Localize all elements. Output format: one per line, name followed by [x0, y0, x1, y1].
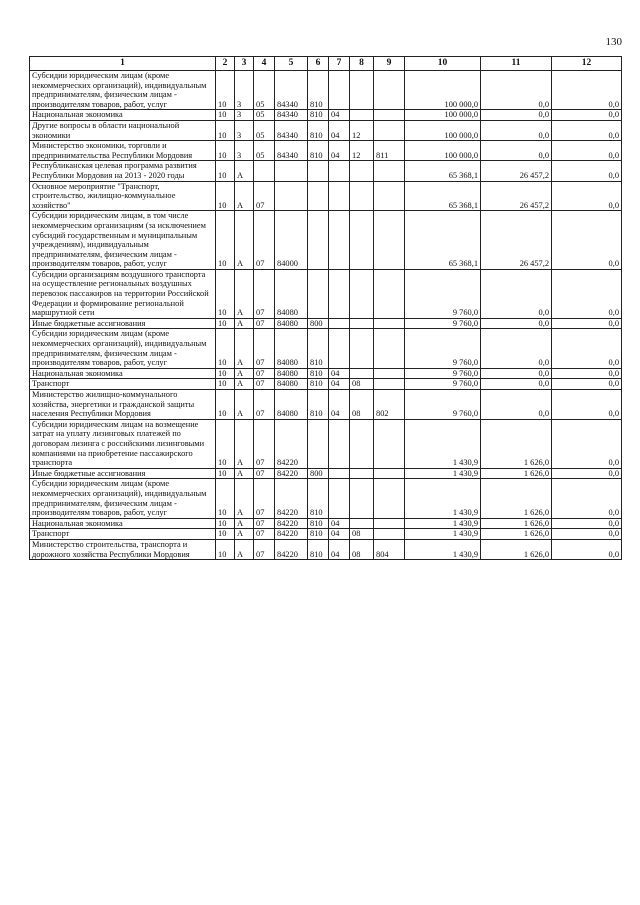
cell-col-10: 9 760,0: [405, 318, 481, 329]
cell-col-7: 04: [329, 368, 350, 379]
cell-col-12: 0,0: [552, 318, 622, 329]
row-name-cell: [30, 211, 216, 270]
row-name: Министерство экономики, торговли и предпринимательства Республики Мордовия: [32, 141, 193, 160]
cell-col-7: 04: [329, 518, 350, 529]
cell-col-9: [374, 269, 405, 318]
cell-col-5: 84080: [275, 269, 308, 318]
cell-col-5: 84220: [275, 539, 308, 559]
cell-col-2: 10: [216, 539, 235, 559]
cell-col-12: 0,0: [552, 71, 622, 110]
cell-col-10: 1 430,9: [405, 529, 481, 540]
cell-col-4: 07: [254, 329, 275, 368]
cell-col-6: 810: [308, 518, 329, 529]
row-name: Субсидии юридическим лицам (кроме некоммерческих организаций), индивидуальным предпринимателям, физическим лицам - производителям товаров, работ, услуг: [32, 479, 207, 518]
row-name-cell: [30, 329, 216, 368]
row-name: Национальная экономика: [32, 110, 123, 120]
cell-col-9: [374, 211, 405, 270]
cell-col-8: 08: [350, 539, 374, 559]
cell-col-12: 0,0: [552, 269, 622, 318]
cell-col-8: [350, 468, 374, 479]
table-row: [30, 379, 622, 390]
cell-col-11: 1 626,0: [481, 529, 552, 540]
cell-col-8: [350, 518, 374, 529]
cell-col-6: 810: [308, 368, 329, 379]
row-name-cell: [30, 529, 216, 540]
cell-col-9: [374, 120, 405, 140]
cell-col-4: 07: [254, 479, 275, 518]
cell-col-3: А: [235, 269, 254, 318]
cell-col-5: 84080: [275, 329, 308, 368]
row-name: Министерство жилищно-коммунального хозяйства, энергетики и гражданской защиты населения Республики Мордовия: [32, 390, 195, 419]
cell-col-12: 0,0: [552, 379, 622, 390]
row-name: Транспорт: [32, 529, 70, 539]
cell-col-6: [308, 269, 329, 318]
row-name: Иные бюджетные ассигнования: [32, 468, 146, 478]
cell-col-4: 05: [254, 110, 275, 121]
cell-col-7: [329, 479, 350, 518]
header-cell: 5: [275, 57, 308, 71]
cell-col-2: 10: [216, 71, 235, 110]
cell-col-5: 84340: [275, 141, 308, 161]
cell-col-8: 08: [350, 390, 374, 420]
cell-col-2: 10: [216, 161, 235, 181]
cell-col-6: 800: [308, 468, 329, 479]
cell-col-10: 9 760,0: [405, 269, 481, 318]
row-name-cell: [30, 181, 216, 211]
cell-col-6: 810: [308, 529, 329, 540]
cell-col-6: [308, 211, 329, 270]
cell-col-10: 65 368,1: [405, 161, 481, 181]
cell-col-5: 84340: [275, 71, 308, 110]
table-row: [30, 368, 622, 379]
row-name-cell: [30, 110, 216, 121]
cell-col-11: 1 626,0: [481, 518, 552, 529]
cell-col-4: 07: [254, 539, 275, 559]
row-name: Иные бюджетные ассигнования: [32, 318, 146, 328]
table-row: [30, 479, 622, 518]
cell-col-4: 07: [254, 419, 275, 468]
cell-col-7: 04: [329, 110, 350, 121]
cell-col-9: [374, 161, 405, 181]
cell-col-3: А: [235, 211, 254, 270]
cell-col-11: 0,0: [481, 390, 552, 420]
cell-col-9: 804: [374, 539, 405, 559]
cell-col-7: [329, 419, 350, 468]
cell-col-10: 9 760,0: [405, 329, 481, 368]
cell-col-8: [350, 211, 374, 270]
row-name: Национальная экономика: [32, 518, 123, 528]
cell-col-7: [329, 161, 350, 181]
cell-col-8: [350, 318, 374, 329]
cell-col-3: 3: [235, 141, 254, 161]
cell-col-4: 07: [254, 468, 275, 479]
cell-col-7: [329, 71, 350, 110]
table-row: [30, 518, 622, 529]
row-name: Основное мероприятие "Транспорт, строительство, жилищно-коммунальное хозяйство": [32, 181, 176, 210]
cell-col-10: 100 000,0: [405, 71, 481, 110]
cell-col-9: [374, 368, 405, 379]
row-name-cell: [30, 120, 216, 140]
cell-col-3: А: [235, 329, 254, 368]
cell-col-2: 10: [216, 181, 235, 211]
cell-col-6: [308, 419, 329, 468]
row-name: Субсидии юридическим лицам (кроме некоммерческих организаций), индивидуальным предпринимателям, физическим лицам - производителям товаров, работ, услуг: [32, 71, 207, 109]
cell-col-7: 04: [329, 390, 350, 420]
row-name: Субсидии юридическим лицам на возмещение затрат на уплату лизинговых платежей по договорам лизинга с российскими лизинговыми компаниями на приобретение пассажирского транспорта: [32, 419, 205, 468]
cell-col-11: 0,0: [481, 329, 552, 368]
cell-col-3: А: [235, 518, 254, 529]
cell-col-2: 10: [216, 141, 235, 161]
table-row: [30, 329, 622, 368]
cell-col-3: А: [235, 318, 254, 329]
cell-col-9: [374, 329, 405, 368]
cell-col-11: 26 457,2: [481, 211, 552, 270]
row-name-cell: [30, 161, 216, 181]
cell-col-7: 04: [329, 141, 350, 161]
row-name: Республиканская целевая программа развития Республики Мордовия на 2013 - 2020 годы: [32, 161, 197, 180]
cell-col-4: 05: [254, 141, 275, 161]
cell-col-12: 0,0: [552, 141, 622, 161]
cell-col-2: 10: [216, 419, 235, 468]
cell-col-7: 04: [329, 529, 350, 540]
header-cell: 4: [254, 57, 275, 71]
cell-col-7: 04: [329, 539, 350, 559]
cell-col-5: 84220: [275, 518, 308, 529]
cell-col-8: [350, 269, 374, 318]
table-row: [30, 419, 622, 468]
cell-col-9: [374, 71, 405, 110]
cell-col-12: 0,0: [552, 518, 622, 529]
cell-col-2: 10: [216, 318, 235, 329]
cell-col-3: 3: [235, 120, 254, 140]
header-cell: 7: [329, 57, 350, 71]
header-cell: 3: [235, 57, 254, 71]
cell-col-6: [308, 161, 329, 181]
cell-col-10: 65 368,1: [405, 181, 481, 211]
cell-col-10: 1 430,9: [405, 479, 481, 518]
cell-col-6: 810: [308, 479, 329, 518]
cell-col-11: 0,0: [481, 110, 552, 121]
header-cell: 1: [30, 57, 216, 71]
cell-col-2: 10: [216, 379, 235, 390]
table-header: [30, 57, 622, 71]
cell-col-2: 10: [216, 110, 235, 121]
cell-col-6: 810: [308, 390, 329, 420]
cell-col-8: [350, 181, 374, 211]
table-row: [30, 71, 622, 110]
cell-col-11: 1 626,0: [481, 539, 552, 559]
row-name: Субсидии юридическим лицам (кроме некоммерческих организаций), индивидуальным предпринимателям, физическим лицам - производителям товаров, работ, услуг: [32, 329, 207, 368]
cell-col-6: 810: [308, 120, 329, 140]
cell-col-4: 07: [254, 269, 275, 318]
cell-col-4: 05: [254, 71, 275, 110]
cell-col-8: 12: [350, 120, 374, 140]
header-cell: 9: [374, 57, 405, 71]
cell-col-12: 0,0: [552, 368, 622, 379]
table-row: [30, 120, 622, 140]
row-name-cell: [30, 141, 216, 161]
cell-col-6: 810: [308, 379, 329, 390]
cell-col-10: 1 430,9: [405, 539, 481, 559]
row-name-cell: [30, 518, 216, 529]
table-row: [30, 141, 622, 161]
table-row: [30, 110, 622, 121]
row-name-cell: [30, 539, 216, 559]
cell-col-5: 84080: [275, 379, 308, 390]
cell-col-5: 84220: [275, 479, 308, 518]
table-row: [30, 181, 622, 211]
cell-col-7: 04: [329, 379, 350, 390]
cell-col-8: 08: [350, 529, 374, 540]
row-name-cell: [30, 479, 216, 518]
cell-col-12: 0,0: [552, 390, 622, 420]
cell-col-8: [350, 479, 374, 518]
header-cell: 11: [481, 57, 552, 71]
table-body: [30, 71, 622, 560]
row-name-cell: [30, 468, 216, 479]
cell-col-11: 0,0: [481, 71, 552, 110]
cell-col-3: А: [235, 529, 254, 540]
cell-col-11: 26 457,2: [481, 181, 552, 211]
table-row: [30, 269, 622, 318]
cell-col-5: 84220: [275, 529, 308, 540]
table-row: [30, 390, 622, 420]
cell-col-10: 9 760,0: [405, 368, 481, 379]
cell-col-2: 10: [216, 120, 235, 140]
cell-col-6: 810: [308, 329, 329, 368]
cell-col-3: 3: [235, 71, 254, 110]
cell-col-4: 07: [254, 529, 275, 540]
cell-col-7: [329, 329, 350, 368]
row-name: Субсидии юридическим лицам, в том числе некоммерческим организациям (за исключением субсидий государственным и муниципальным учреждениям), индивидуальным предпринимателям, физическим лицам - производителям товаров, работ, услуг: [32, 211, 206, 269]
cell-col-6: 800: [308, 318, 329, 329]
cell-col-3: 3: [235, 110, 254, 121]
cell-col-5: [275, 181, 308, 211]
cell-col-9: [374, 468, 405, 479]
cell-col-2: 10: [216, 529, 235, 540]
cell-col-12: 0,0: [552, 329, 622, 368]
cell-col-2: 10: [216, 329, 235, 368]
cell-col-11: 0,0: [481, 269, 552, 318]
row-name-cell: [30, 390, 216, 420]
header-cell: 8: [350, 57, 374, 71]
cell-col-3: А: [235, 368, 254, 379]
cell-col-7: [329, 269, 350, 318]
cell-col-6: 810: [308, 110, 329, 121]
cell-col-4: 05: [254, 120, 275, 140]
cell-col-11: 0,0: [481, 141, 552, 161]
cell-col-10: 1 430,9: [405, 468, 481, 479]
row-name-cell: [30, 318, 216, 329]
header-cell: 12: [552, 57, 622, 71]
row-name-cell: [30, 71, 216, 110]
cell-col-10: 100 000,0: [405, 110, 481, 121]
cell-col-11: 1 626,0: [481, 479, 552, 518]
cell-col-3: А: [235, 419, 254, 468]
table-row: [30, 529, 622, 540]
cell-col-4: 07: [254, 318, 275, 329]
cell-col-11: 0,0: [481, 379, 552, 390]
cell-col-5: 84220: [275, 468, 308, 479]
cell-col-4: 07: [254, 211, 275, 270]
cell-col-4: 07: [254, 518, 275, 529]
cell-col-11: 0,0: [481, 120, 552, 140]
cell-col-9: 802: [374, 390, 405, 420]
cell-col-8: [350, 110, 374, 121]
header-cell: 10: [405, 57, 481, 71]
cell-col-5: [275, 161, 308, 181]
cell-col-12: 0,0: [552, 479, 622, 518]
cell-col-12: 0,0: [552, 211, 622, 270]
cell-col-11: 0,0: [481, 368, 552, 379]
cell-col-5: 84080: [275, 318, 308, 329]
cell-col-8: [350, 368, 374, 379]
cell-col-7: [329, 468, 350, 479]
cell-col-3: А: [235, 390, 254, 420]
cell-col-3: А: [235, 479, 254, 518]
cell-col-11: 1 626,0: [481, 419, 552, 468]
cell-col-7: [329, 318, 350, 329]
cell-col-2: 10: [216, 518, 235, 529]
cell-col-9: [374, 419, 405, 468]
cell-col-12: 0,0: [552, 161, 622, 181]
cell-col-4: 07: [254, 390, 275, 420]
cell-col-8: 08: [350, 379, 374, 390]
cell-col-11: 26 457,2: [481, 161, 552, 181]
cell-col-12: 0,0: [552, 419, 622, 468]
cell-col-9: 811: [374, 141, 405, 161]
cell-col-6: [308, 181, 329, 211]
cell-col-10: 100 000,0: [405, 120, 481, 140]
cell-col-2: 10: [216, 479, 235, 518]
cell-col-9: [374, 518, 405, 529]
table-row: [30, 468, 622, 479]
cell-col-8: [350, 329, 374, 368]
cell-col-10: 1 430,9: [405, 419, 481, 468]
cell-col-3: А: [235, 181, 254, 211]
cell-col-7: [329, 211, 350, 270]
cell-col-8: [350, 161, 374, 181]
cell-col-10: 9 760,0: [405, 390, 481, 420]
row-name-cell: [30, 368, 216, 379]
cell-col-6: 810: [308, 141, 329, 161]
cell-col-2: 10: [216, 269, 235, 318]
cell-col-9: [374, 479, 405, 518]
header-cell: 2: [216, 57, 235, 71]
cell-col-2: 10: [216, 468, 235, 479]
cell-col-8: 12: [350, 141, 374, 161]
cell-col-5: 84000: [275, 211, 308, 270]
cell-col-10: 65 368,1: [405, 211, 481, 270]
cell-col-9: [374, 110, 405, 121]
cell-col-12: 0,0: [552, 181, 622, 211]
cell-col-2: 10: [216, 211, 235, 270]
cell-col-4: 07: [254, 181, 275, 211]
row-name: Субсидии организациям воздушного транспорта на осуществление региональных воздушных перевозок пассажиров на территории Российской Федерации и формирование региональной маршрутной сети: [32, 269, 209, 318]
cell-col-5: 84340: [275, 110, 308, 121]
cell-col-10: 9 760,0: [405, 379, 481, 390]
cell-col-4: 07: [254, 368, 275, 379]
header-cell: 6: [308, 57, 329, 71]
cell-col-9: [374, 379, 405, 390]
cell-col-9: [374, 529, 405, 540]
row-name: Транспорт: [32, 379, 70, 389]
cell-col-8: [350, 419, 374, 468]
cell-col-12: 0,0: [552, 120, 622, 140]
table-row: [30, 539, 622, 559]
cell-col-3: А: [235, 468, 254, 479]
row-name: Министерство строительства, транспорта и дорожного хозяйства Республики Мордовия: [32, 539, 190, 559]
cell-col-6: 810: [308, 539, 329, 559]
budget-table: [29, 56, 622, 560]
cell-col-3: А: [235, 161, 254, 181]
cell-col-2: 10: [216, 368, 235, 379]
cell-col-5: 84080: [275, 390, 308, 420]
cell-col-11: 0,0: [481, 318, 552, 329]
cell-col-3: А: [235, 379, 254, 390]
table-row: [30, 211, 622, 270]
cell-col-7: 04: [329, 120, 350, 140]
row-name: Национальная экономика: [32, 368, 123, 378]
cell-col-5: 84220: [275, 419, 308, 468]
cell-col-4: [254, 161, 275, 181]
cell-col-8: [350, 71, 374, 110]
cell-col-5: 84340: [275, 120, 308, 140]
table-row: [30, 318, 622, 329]
cell-col-10: 1 430,9: [405, 518, 481, 529]
cell-col-12: 0,0: [552, 468, 622, 479]
cell-col-11: 1 626,0: [481, 468, 552, 479]
cell-col-12: 0,0: [552, 539, 622, 559]
cell-col-9: [374, 318, 405, 329]
cell-col-12: 0,0: [552, 110, 622, 121]
cell-col-10: 100 000,0: [405, 141, 481, 161]
cell-col-7: [329, 181, 350, 211]
cell-col-2: 10: [216, 390, 235, 420]
cell-col-5: 84080: [275, 368, 308, 379]
cell-col-12: 0,0: [552, 529, 622, 540]
cell-col-4: 07: [254, 379, 275, 390]
page-number: 130: [605, 36, 622, 48]
row-name-cell: [30, 379, 216, 390]
table-row: [30, 161, 622, 181]
cell-col-6: 810: [308, 71, 329, 110]
row-name-cell: [30, 269, 216, 318]
row-name-cell: [30, 419, 216, 468]
row-name: Другие вопросы в области национальной экономики: [32, 120, 180, 140]
cell-col-3: А: [235, 539, 254, 559]
cell-col-9: [374, 181, 405, 211]
